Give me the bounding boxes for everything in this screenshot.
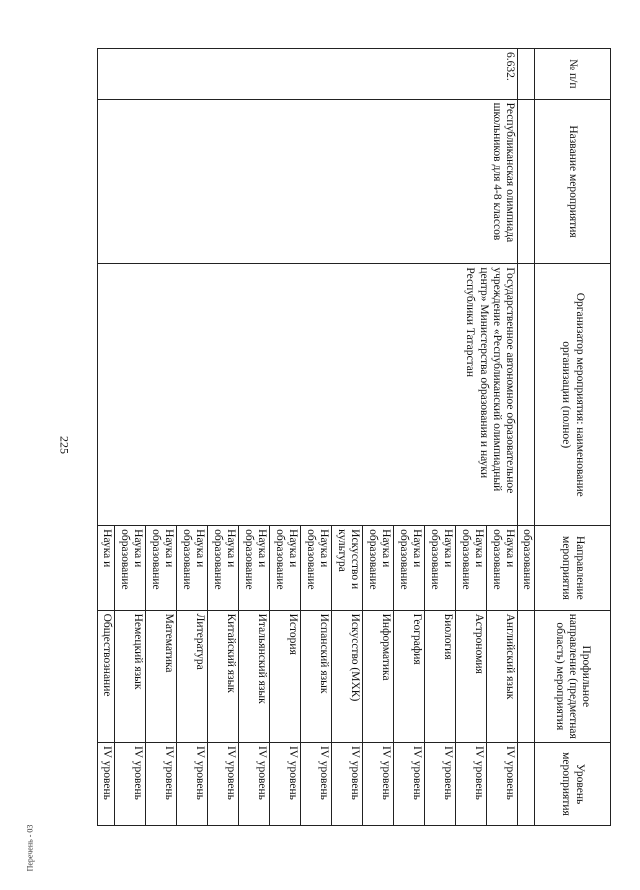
cell-level: IV уровень <box>270 742 301 825</box>
cell-profile: Информатика <box>363 610 394 742</box>
cell-level: IV уровень <box>487 742 518 825</box>
event-name: Республиканская олимпиада школьников для 4-8 классов <box>98 99 518 264</box>
cell-profile: Английский язык <box>487 610 518 742</box>
header-organizer: Организатор мероприятия: наименование организации (полное) <box>535 264 611 526</box>
cell-profile: Математика <box>146 610 177 742</box>
cell-level: IV уровень <box>363 742 394 825</box>
cell-level: IV уровень <box>332 742 363 825</box>
cell-level: IV уровень <box>394 742 425 825</box>
cell-direction: Наука и образование <box>177 526 208 610</box>
cell-direction: Наука и образование <box>487 526 518 610</box>
cell-profile: Итальянский язык <box>239 610 270 742</box>
cell-empty <box>518 264 535 526</box>
header-row <box>535 49 611 826</box>
cell-direction: Наука и образование <box>301 526 332 610</box>
cell-direction: Наука и образование <box>115 526 146 610</box>
cell-empty <box>518 742 535 825</box>
page-number: 225 <box>57 436 72 454</box>
cell-profile: Литература <box>177 610 208 742</box>
cell-direction: Наука и образование <box>425 526 456 610</box>
cell-direction: Искусство и культура <box>332 526 363 610</box>
cell-direction: Наука и <box>98 526 115 610</box>
cell-direction: Наука и образование <box>456 526 487 610</box>
cell-direction: Наука и образование <box>363 526 394 610</box>
event-number: 6.632. <box>98 49 518 100</box>
cell-level: IV уровень <box>98 742 115 825</box>
cell-level: IV уровень <box>177 742 208 825</box>
cell-level: IV уровень <box>425 742 456 825</box>
cell-profile: Испанский язык <box>301 610 332 742</box>
cell-direction: Наука и образование <box>270 526 301 610</box>
cell-direction: Наука и образование <box>208 526 239 610</box>
cell-profile: Обществознание <box>98 610 115 742</box>
event-organizer: Государственное автономное образовательное учреждение «Республиканский олимпиадный центр» Министерства образования и науки Республики Татарстан <box>98 264 518 526</box>
table-row <box>487 49 518 826</box>
cell-empty <box>518 49 535 100</box>
header-profile: Профильное направление (предметная область) мероприятия <box>535 610 611 742</box>
cell-level: IV уровень <box>146 742 177 825</box>
cell-level: IV уровень <box>115 742 146 825</box>
rotated-table-container <box>84 48 611 826</box>
cell-level: IV уровень <box>208 742 239 825</box>
cell-profile: Искусство (МХК) <box>332 610 363 742</box>
cell-level: IV уровень <box>456 742 487 825</box>
cell-empty <box>518 610 535 742</box>
cell-profile: Китайский язык <box>208 610 239 742</box>
cell-profile: История <box>270 610 301 742</box>
cell-direction: Наука и образование <box>239 526 270 610</box>
cell-empty <box>518 99 535 264</box>
cell-profile: География <box>394 610 425 742</box>
cell-profile: Немецкий язык <box>115 610 146 742</box>
cell-level: IV уровень <box>301 742 332 825</box>
continuation-row <box>518 49 535 826</box>
header-level: Уровень мероприятия <box>535 742 611 825</box>
cell-profile: Астрономия <box>456 610 487 742</box>
events-table <box>97 48 611 826</box>
footer-text: Перечень - 03 <box>25 824 35 872</box>
cell-direction: образование <box>518 526 535 610</box>
cell-direction: Наука и образование <box>394 526 425 610</box>
cell-level: IV уровень <box>239 742 270 825</box>
header-direction: Направление мероприятия <box>535 526 611 610</box>
header-name: Название мероприятия <box>535 99 611 264</box>
cell-direction: Наука и образование <box>146 526 177 610</box>
header-num: № п/п <box>535 49 611 100</box>
cell-profile: Биология <box>425 610 456 742</box>
